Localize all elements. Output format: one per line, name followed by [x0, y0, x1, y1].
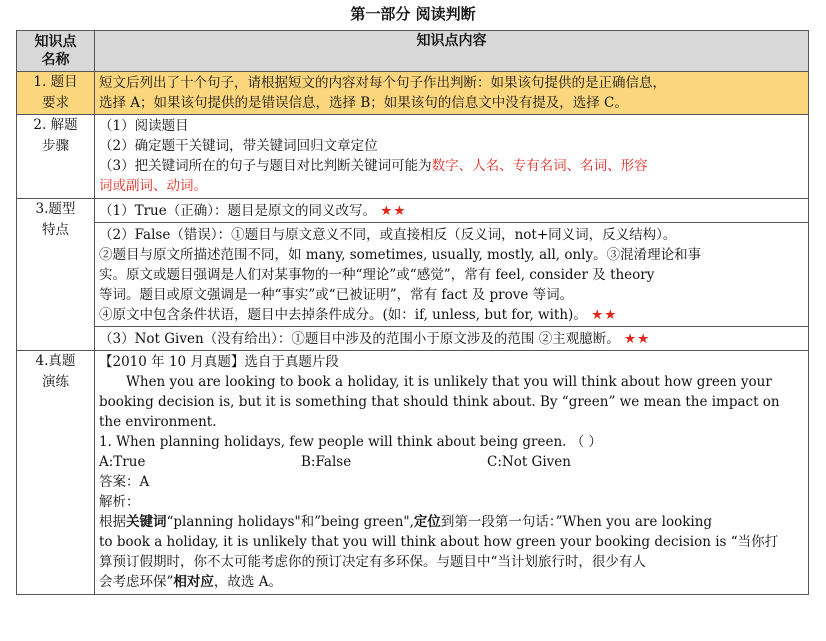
type-false: [95, 223, 808, 327]
keyword-types-cont: 词或副词、动词。: [99, 178, 207, 194]
row-content: [95, 115, 809, 199]
star-icon: ★★: [380, 203, 407, 219]
analysis-label: 解析：: [99, 494, 140, 510]
question: 1. When planning holidays, few people will think about being green. （ ）: [99, 434, 603, 450]
row-label-line2: 步骤: [42, 138, 69, 154]
header-topic-line2: 名称: [41, 52, 70, 68]
knowledge-table: [16, 30, 809, 595]
table-header-row: [17, 31, 809, 72]
analysis-line: to book a holiday, it is unlikely that you will think about how green your booking decision is “当你打: [99, 534, 779, 550]
row-label: [17, 72, 95, 115]
row-label-line1: 2. 解题: [33, 117, 78, 133]
header-topic: [17, 31, 95, 72]
analysis-line: [99, 512, 804, 532]
keyword-types: 数字、人名、专有名词、名词、形容: [431, 158, 648, 174]
passage-line: When you are looking to book a holiday, it is unlikely that you will think about how green your: [126, 374, 772, 390]
row-label-line2: 要求: [42, 95, 69, 111]
option-a: A:True: [99, 454, 146, 470]
type-false-line: （2）False（错误）：①题目与原文意义不同，或直接相反（反义词，not+同义词，反义结构）。: [99, 227, 677, 243]
row-content: [95, 351, 809, 595]
row-label: [17, 351, 95, 595]
step-item: （1）阅读题目: [99, 118, 189, 134]
type-not-given: [95, 327, 808, 350]
row-label: [17, 115, 95, 199]
analysis-text: 到第一段第一句话：”When you are looking: [440, 514, 713, 530]
row-label-line1: 3.题型: [35, 201, 76, 217]
option-c: C:Not Given: [487, 454, 571, 470]
type-false-line: 等词。题目或原文强调是一种“事实”或“已被证明”，常有 fact 及 prove 等词。: [99, 287, 574, 303]
analysis-text: 根据: [99, 514, 126, 530]
analysis-line: 算预订假期时，你不太可能考虑你的预订决定有多环保。与题目中“当计划旅行时，很少有人: [99, 554, 646, 570]
row-label-line1: 4.真题: [35, 353, 76, 369]
step-item: [99, 156, 804, 176]
passage-line: booking decision is, but it is something that should think about. By “green” we mean the impact on: [99, 394, 780, 410]
analysis-text: ，故选 A。: [213, 574, 282, 590]
table-row-steps: [17, 115, 809, 199]
header-topic-line1: 知识点: [34, 34, 77, 50]
passage-line: the environment.: [99, 414, 217, 430]
row-label-line1: 1. 题目: [33, 74, 78, 90]
analysis-keyword: 关键词: [126, 514, 167, 530]
analysis-text: 会考虑环保”: [99, 574, 174, 590]
table-row-requirements: [17, 72, 809, 115]
page-title: 第一部分 阅读判断: [350, 5, 476, 23]
header-content: 知识点内容: [95, 31, 809, 72]
type-false-line: ②题目与原文所描述范围不同，如 many, sometimes, usually, mostly, all, only。③混淆理论和事: [99, 247, 702, 263]
answer: 答案：A: [99, 474, 150, 490]
analysis-locate: 定位: [413, 514, 441, 530]
step-item: （2）确定题干关键词，带关键词回归文章定位: [99, 138, 378, 154]
row-label-line2: 演练: [42, 374, 69, 390]
row-label: [17, 199, 95, 351]
analysis-correspond: 相对应: [173, 574, 214, 590]
content-line: 短文后列出了十个句子，请根据短文的内容对每个句子作出判断：如果该句提供的是正确信息，: [99, 75, 666, 91]
analysis-line: [99, 572, 804, 592]
content-line: 选择 A；如果该句提供的是错误信息，选择 B；如果该句的信息文中没有提及，选择 C。: [99, 95, 628, 111]
star-icon: ★★: [624, 331, 651, 347]
type-true-text: （1）True（正确）：题目是原文的同义改写。: [99, 203, 376, 219]
table-row-types: [17, 199, 809, 351]
type-true: [95, 199, 808, 223]
type-false-line: 实。原文或题目强调是人们对某事物的一种“理论”或“感觉”，常有 feel, consider 及 theory: [99, 267, 655, 283]
options: [99, 452, 804, 472]
type-ng-text: （3）Not Given（没有给出）：①题目中涉及的范围小于原文涉及的范围 ②主观臆断。: [99, 331, 620, 347]
row-label-line2: 特点: [42, 222, 69, 238]
star-icon: ★★: [591, 307, 618, 323]
row-content: [95, 72, 809, 115]
exam-source: 【2010 年 10 月真题】选自于真题片段: [99, 354, 339, 370]
row-content: [95, 199, 809, 351]
analysis-text: “planning holidays"和”being green",: [166, 514, 414, 530]
table-row-practice: [17, 351, 809, 595]
step-text: （3）把关键词所在的句子与题目对比判断关键词可能为: [99, 158, 432, 174]
option-b: B:False: [301, 454, 352, 470]
type-false-line: ④原文中包含条件状语，题目中去掉条件成分。(如：if, unless, but for, with)。: [99, 307, 587, 323]
